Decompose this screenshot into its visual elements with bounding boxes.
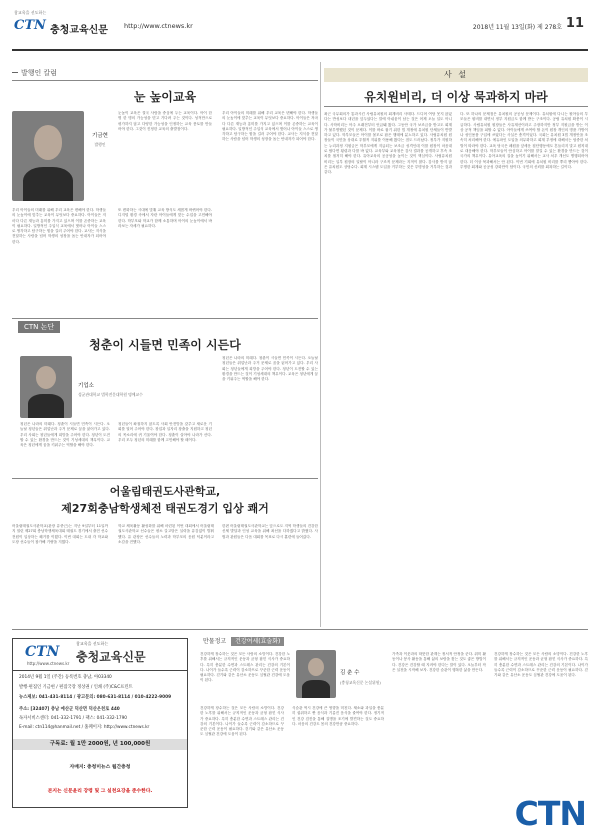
ctn-author-title: 성균관대학교 법학전문대학원 명예교수 (78, 392, 143, 397)
ethics-notice: 본지는 신문윤리 강령 및 그 실천요강을 준수한다. (47, 789, 153, 794)
news-headline (12, 483, 318, 517)
ctn-column-text-3: 청년은 나라의 미래다. 청춘이 시들면 민족이 시든다. 오늘날 청년들은 취업난과 주거 문제로 꿈을 잃어가고 있다. 우리 사회는 청년들에게 희망을 주어야 한다. 청년이 도전할 수 있는 환경을 만드는 것이 기성세대의 책무이다. 교육은 청년에게 꿈을 키워주는 역할을 해야 한다. (222, 356, 318, 382)
health-text-1: 건강하게 장수하는 것은 모든 사람의 소망이다. 건강한 노후를 위해서는 규칙적인 운동과 균형 잡힌 식사가 중요하다. 특히 충분한 수면과 스트레스 관리는 건강의 기본이다. 나이가 들수록 근력이 감소하므로 꾸준한 근력 운동이 필요하다. 걷기와 같은 유산소 운동도 심혈관 건강에 도움이 된다. (200, 706, 284, 737)
ctn-author-name: 기업소 (78, 383, 94, 389)
publisher-fax: 독자서비스센터: 041-332-1791 / 팩스: 041-332-1790 (19, 716, 128, 721)
editorial-title: 유치원비리, 더 이상 묵과하지 마라 (364, 90, 548, 104)
health-column-label-2: 건강여세(효술화) (231, 637, 284, 646)
publisher-url[interactable]: http://www.ctnews.kr (27, 661, 70, 666)
editorial-section-label: 사 설 (324, 68, 588, 82)
masthead-date: 2018년 11월 13일(화) 제 278호 (472, 24, 562, 31)
health-author-title: (충청교육신문 논설위원) (340, 680, 381, 685)
ctn-column-rule (12, 318, 318, 319)
editorial-text-2: 다. 또 하나의 문제점은 유치원의 공공성 문제이다. 유치원에 다니는 원아들의 부모들은 원비를 내면서 정부 지원금도 함께 받는 구조이다. 공립 유치원 확충이 시급하다. 사립유치원 원장들은 사유재산이라고 주장하지만 정부 지원금을 받는 이상 공적 책임을 피할 수 없다. 아이들에게 쓰여야 할 돈이 원장 개인의 명품 가방이나 성인용품 구입에 쓰였다는 사실은 충격이었다. 국회는 유치원 3법 개정안을 조속히 처리해야 한다. 에듀파인 도입을 의무화하고 회계 부정에 대해서는 엄중한 처벌이 따라야 한다. 교육 당국은 폐원을 앞세운 집단행동에도 흔들리지 말고 원칙대로 대응해야 한다. 학부모들이 안심하고 아이를 맡길 수 있는 환경을 만드는 것이 국가의 책무이다. 유아교육의 질을 높이기 위해서는 교사 처우 개선도 병행되어야 한다. 더 이상 묵과해서는 안 된다. 이번 기회에 유치원 비리를 뿌리 뽑아야 한다. 투명한 회계와 공공성 강화만이 답이다. 국민의 신뢰를 회복하는 길이다. (460, 112, 588, 169)
publisher-email[interactable]: E-mail: ctn114@hanmail.net / 홈페이지: http://www.ctnews.kr (19, 725, 150, 730)
publisher-tagline: 참교육을 선도하는 (76, 641, 109, 646)
news-headline-line1: 어울림태권도사관학교, (109, 485, 221, 498)
sister-publications: 자매지: 충청미뉴스 월간충청 (69, 765, 131, 770)
calligraphy-text-2b: 눈높이 교육은 결국 사람을 중심에 두는 교육이다. 아이 한 명 한 명의 가능성을 믿고 기다려 주는 것이다. 성적만으로 평가하지 않고 다양한 가능성을 인정하는 교육 풍토를 만들어야 한다. 그것이 진정한 교육의 출발점이다. (118, 111, 212, 131)
ctn-author-photo (20, 356, 72, 418)
news-rule (12, 478, 318, 479)
publisher-phones: 뉴스제보: 041-431-8114 / 광고문의: 080-631-8114 / 010-4222-9009 (19, 695, 172, 700)
health-column-label (200, 636, 340, 647)
masthead (12, 10, 588, 48)
calligraphy-text-2: 또 변화하는 시대에 맞춰 교육 방식도 새롭게 바뀌어야 한다. 디지털 환경 속에서 자란 아이들에게 맞는 수업을 고민해야 한다. 학부모와 학교가 함께 소통하며 아이의 눈높이에서 바라보는 자세가 필요하다. (118, 208, 212, 228)
calligraphy-author-name: 기금현 (92, 133, 108, 139)
calligraphy-title: 눈 높이교육 (133, 90, 197, 104)
masthead-url[interactable]: http://www.ctnews.kr (124, 22, 193, 30)
author-photo (12, 111, 84, 201)
calligraphy-section-label: 발행인 칼럼 (12, 68, 192, 78)
masthead-tagline: 참교육을 선도하는 (14, 10, 47, 15)
news-headline-line2: 제27회충남학생체전 태권도경기 입상 쾌거 (61, 502, 269, 515)
masthead-name: 충청교육신문 (50, 25, 108, 36)
news-text-2: 학교 체육활동 활성화를 위해 마련된 이번 대회에서 어울림태권도사관학교 선수들은 평소 갈고닦은 실력을 유감없이 발휘했다. 유 관장은 선수들의 노력과 학부모의 응원 덕분이라고 소감을 전했다. (118, 524, 214, 544)
masthead-rule (12, 49, 588, 51)
ctn-column-text-2: 청년들이 좌절하지 않도록 사회 안전망을 갖추고 새로운 기회를 열어 주어야 한다. 창업과 일자리 창출을 지원하고 청년의 목소리에 귀 기울여야 한다. 청춘이 살아야 나라가 산다. 우리 모두 청년의 미래를 함께 고민해야 할 때이다. (118, 422, 212, 442)
editorial-text-1: 최근 국무회의가 통과시킨 사립유치원의 회계비리 사태다. 드디어 여당 못지 않았다는 반성보다 내년을 앞두었다는 말에 아쉬움이 남는 것은 어제 오늘 일도 아니다. 사학비리는 아주 오래전부터 언급돼 왔다. 그동안 국가 보조금을 받고도 회계가 불투명했던 것이 문제다. 이를 바로 잡기 위한 법 개정에 유치원 단체들이 반발하고 있다. 학부모들은 아이를 볼모로 잡은 행태에 분노하고 있다. 사립유치원 원장들이 국민을 상대로 우월적 지위를 이용해 왔다는 점도 드러났다. 정부가 지원하는 누리과정 지원금은 학부모에게 지급되는 보조금 성격인데 이를 원장이 마음대로 썼다면 횡령과 다를 바 없다. 교육부와 교육청은 감사 결과를 공개하고 후속 조치를 철저히 해야 한다. 유아교육의 공공성을 높이는 것이 핵심이다. 사립유치원 비리는 일부 원장의 일탈이 아니라 구조적 문제라는 지적이 많다. 감사를 받지 않은 유치원도 상당수다. 회계 시스템 도입을 거부하는 것은 투명성을 거부하는 것과 같다. (324, 112, 452, 175)
ctn-column-label: CTN 논단 (18, 321, 60, 333)
subscription-price: 구독료: 월 1만 2000원, 년 100,000원 (13, 739, 187, 750)
footer-ctn-logo: CTN (514, 794, 586, 833)
health-column-label-1: 만물정고 (200, 638, 229, 645)
ctn-column-text-1: 청년은 나라의 미래다. 청춘이 시들면 민족이 시든다. 오늘날 청년들은 취업난과 주거 문제로 꿈을 잃어가고 있다. 우리 사회는 청년들에게 희망을 주어야 한다. 청년이 도전할 수 있는 환경을 만드는 것이 기성세대의 책무이다. 교육은 청년에게 꿈을 키워주는 역할을 해야 한다. (20, 422, 110, 448)
health-text-2: 식습관 역시 건강에 큰 영향을 미친다. 채소와 과일을 충분히 섭취하고 짠 음식과 기름진 음식을 줄여야 한다. 정기적인 건강 검진을 통해 질병을 조기에 발견하는 것도 중요하다. 마음의 건강도 몸의 건강만큼 중요하다. (292, 706, 384, 726)
masthead-logo: CTN (14, 18, 46, 33)
publisher-people: 발행·편집인 기금현 / 편집국장 정상권 / 인쇄 (주)C&C프린트 (19, 685, 133, 690)
calligraphy-author-title: 발행인 (94, 142, 106, 147)
health-text-lead: 건강하게 장수하는 것은 모든 사람의 소망이다. 건강한 노후를 위해서는 규칙적인 운동과 균형 잡힌 식사가 중요하다. 특히 충분한 수면과 스트레스 관리는 건강의 기본이다. 나이가 들수록 근력이 감소하므로 꾸준한 근력 운동이 필요하다. 걷기와 같은 유산소 운동도 심혈관 건강에 도움이 된다. (200, 652, 290, 683)
health-text-4: 건강하게 장수하는 것은 모든 사람의 소망이다. 건강한 노후를 위해서는 규칙적인 운동과 균형 잡힌 식사가 중요하다. 특히 충분한 수면과 스트레스 관리는 건강의 기본이다. 나이가 들수록 근력이 감소하므로 꾸준한 근력 운동이 필요하다. 걷기와 같은 유산소 운동도 심혈관 건강에 도움이 된다. (494, 652, 588, 678)
publisher-address: 주소: [32407] 충남 예산군 덕산면 덕산온천로 440 (19, 707, 120, 712)
calligraphy-text-1: 우리 아이들의 미래를 위해 우리 교육은 변해야 한다. 학생들의 눈높이에 맞추는 교육이 무엇보다 중요하다. 아이들은 저마다 다른 재능과 흥미를 가지고 있으며 이를 존중하는 교육이 필요하다. 일방적인 주입식 교육에서 벗어나 아이들 스스로 생각하고 탐구하는 힘을 길러 주어야 한다. 교사는 지식을 전달하는 사람을 넘어 학생의 성장을 돕는 안내자가 되어야 한다. (12, 208, 106, 244)
calligraphy-text-3: 우리 아이들의 미래를 위해 우리 교육은 변해야 한다. 학생들의 눈높이에 맞추는 교육이 무엇보다 중요하다. 아이들은 저마다 다른 재능과 흥미를 가지고 있으며 이를 존중하는 교육이 필요하다. 일방적인 주입식 교육에서 벗어나 아이들 스스로 생각하고 탐구하는 힘을 길러 주어야 한다. 교사는 지식을 전달하는 사람을 넘어 학생의 성장을 돕는 안내자가 되어야 한다. (222, 111, 318, 142)
page-number: 11 (565, 16, 584, 31)
calligraphy-rule (12, 80, 318, 81)
publisher-rule (13, 670, 187, 671)
publisher-logo: CTN (25, 644, 60, 660)
publisher-registration: 2014년 9월 1일 (주간) 등록번호 충남, 아03340 (19, 675, 112, 680)
bottom-rule (12, 629, 588, 630)
news-text-3: 한편 어울림태권도사관학교는 앞으로도 지역 학생들의 건강한 신체 발달과 인성 교육을 위해 최선을 다하겠다고 밝혔다. 사범과 관원들은 다음 대회를 목표로 다시 훈련에 들어갔다. (222, 524, 318, 539)
health-author-photo (296, 650, 336, 698)
editorial-rule (324, 106, 588, 107)
ctn-column-title: 청춘이 시들면 민족이 시든다 (89, 338, 241, 352)
publisher-info-box (12, 638, 188, 808)
health-author-name: 김 춘 수 (340, 670, 360, 676)
health-text-3: 가족과 이웃과의 따뜻한 관계는 정서적 안정을 준다. 취미 활동이나 봉사 활동을 통해 삶의 보람을 찾는 것도 좋은 방법이다. 건강은 건강할 때 지켜야 한다는 말이 있다. 오늘부터 작은 실천을 시작해 보자. 건강한 습관이 행복한 삶을 만든다. (392, 652, 486, 672)
publisher-info-header (13, 639, 187, 669)
column-divider (320, 62, 321, 627)
news-text-1: 어울림태권도사관학교(관장 유중근)는 지난 9일부터 11일까지 열린 제27회 충남학생체육대회 태권도 경기에서 출전 선수 전원이 입상하는 쾌거를 이뤘다. 이번 대회는 도내 각 학교와 도장 선수들이 참가해 기량을 겨뤘다. (12, 524, 108, 544)
publisher-name: 충청교육신문 (76, 650, 146, 664)
